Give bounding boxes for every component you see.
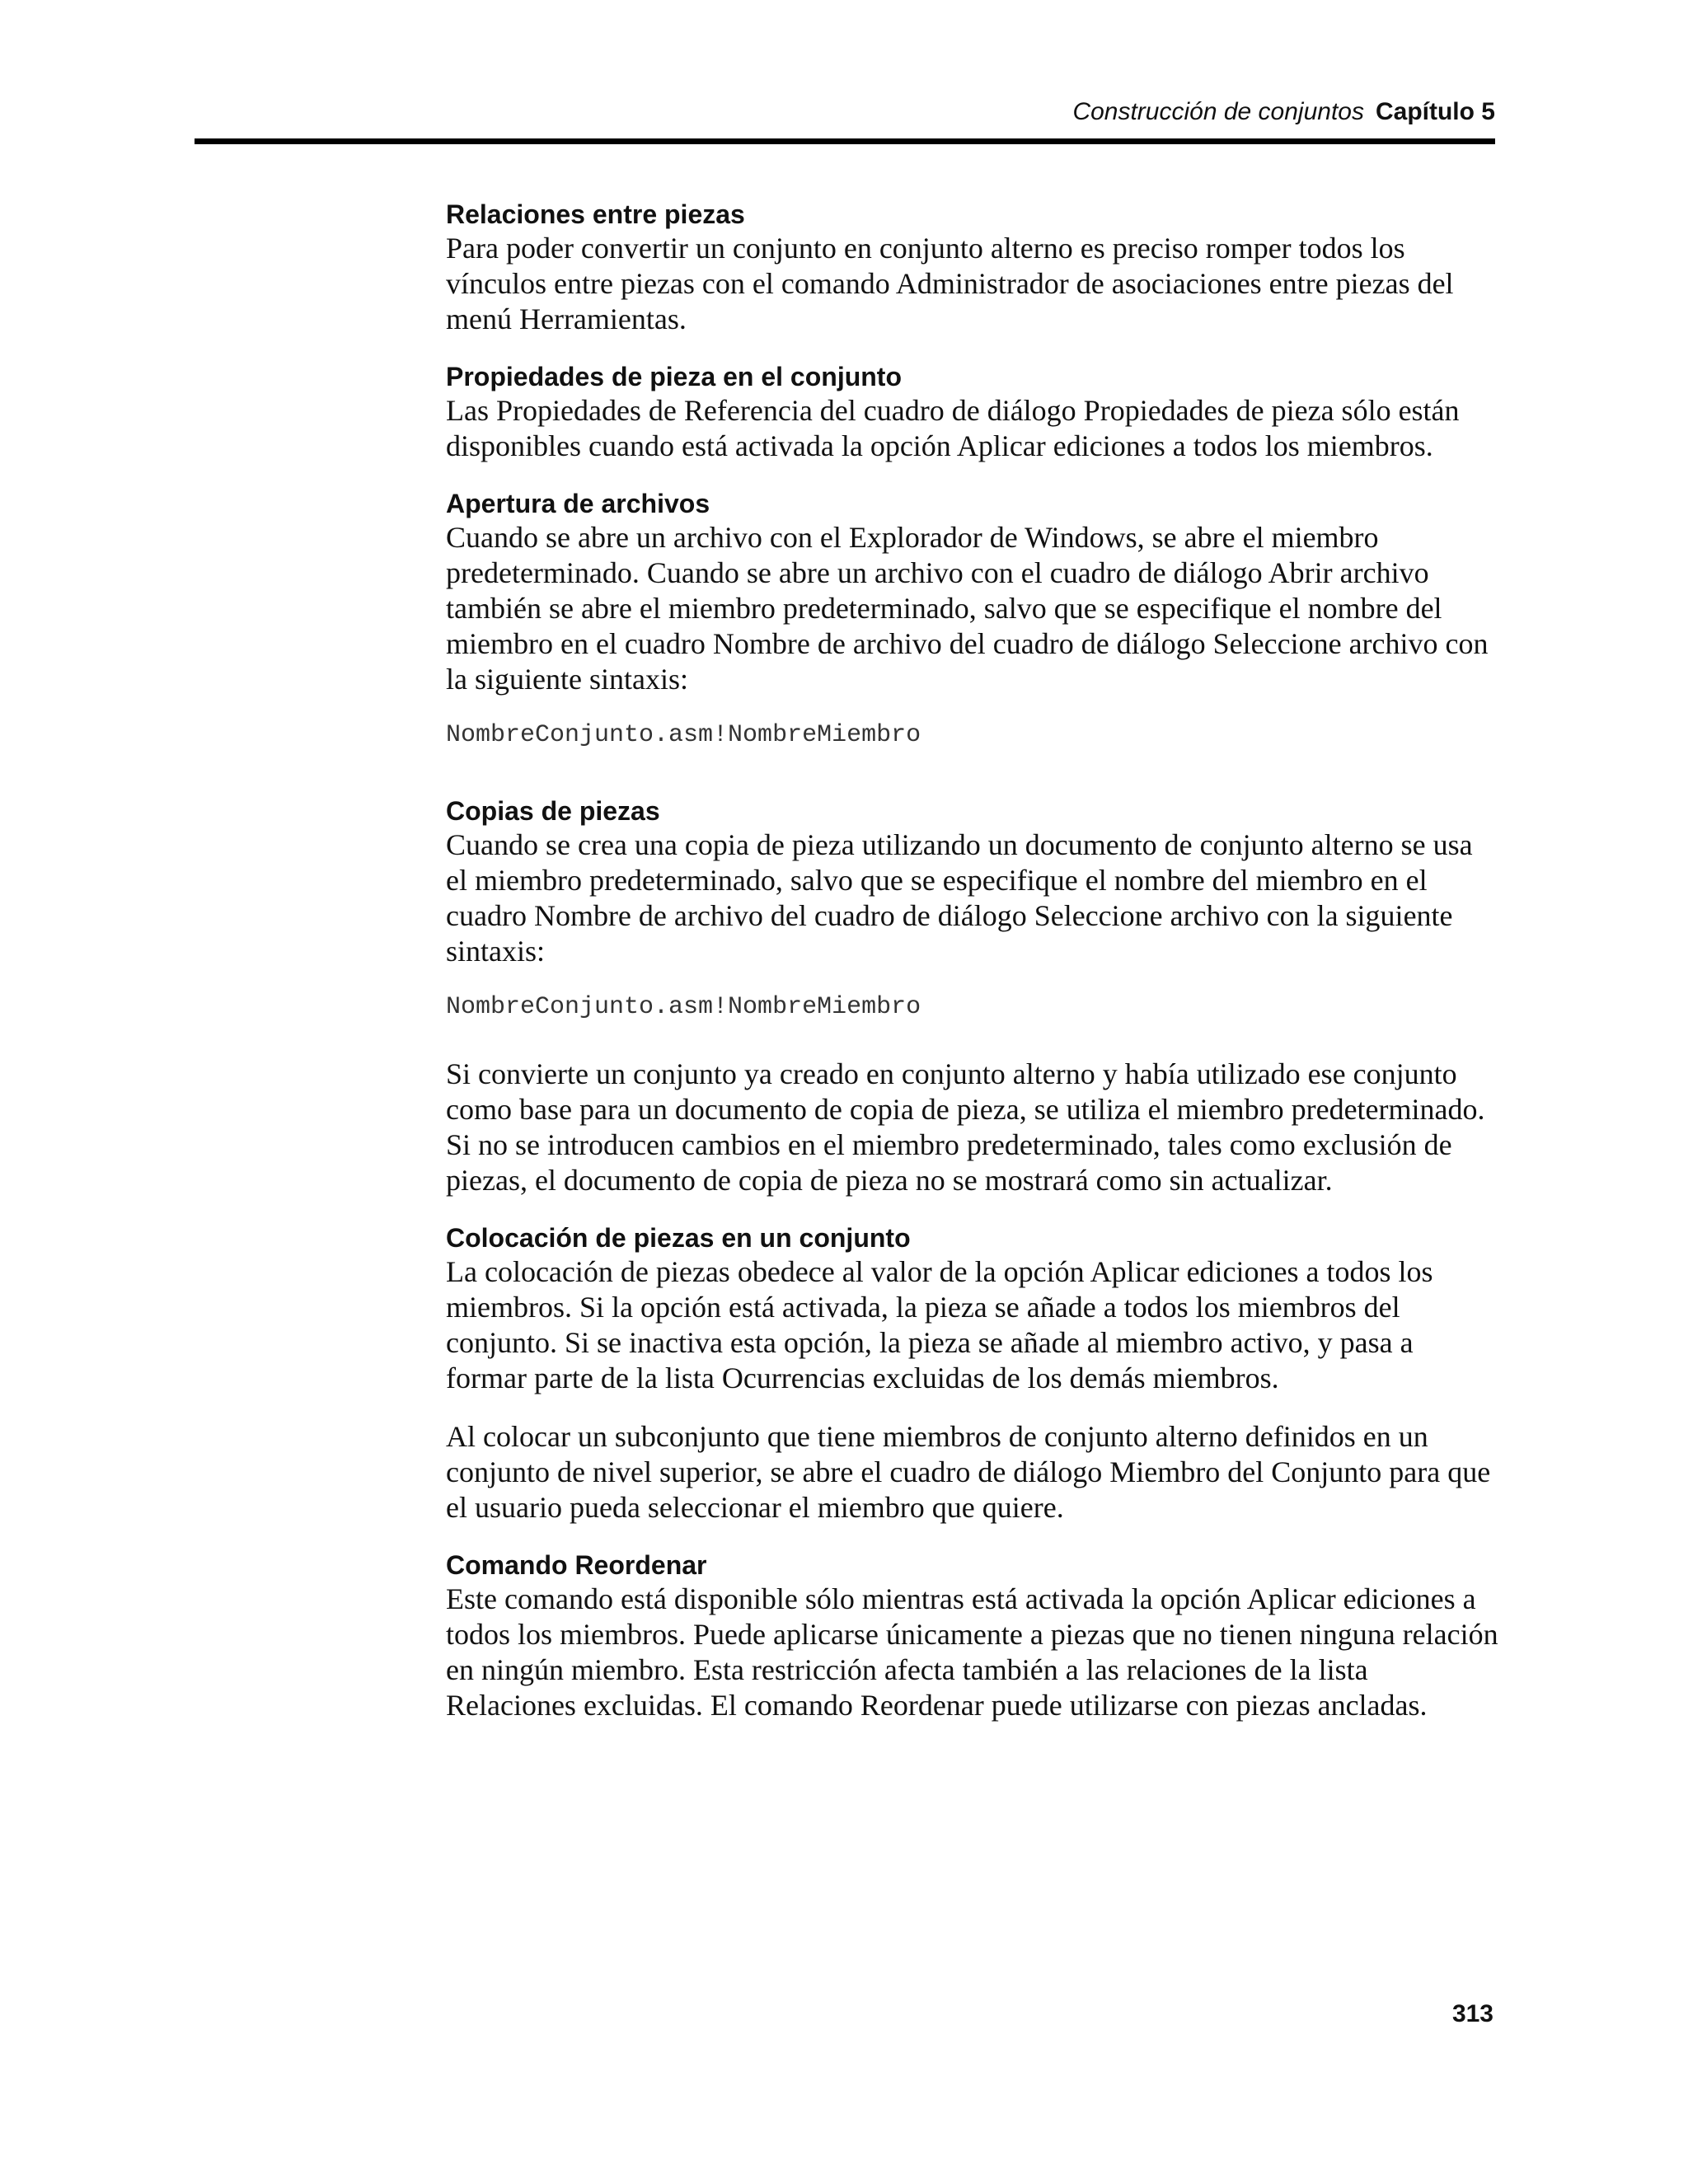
- section-colocacion-de-piezas: [446, 1221, 1501, 1526]
- chapter-number: Capítulo 5: [1375, 98, 1495, 125]
- section-body: Cuando se abre un archivo con el Explorador de Windows, se abre el miembro predeterminado. Cuando se abre un archivo con el cuadro de diálogo Abrir archivo también se abre el miembro predeterminado, salvo que se especifique el nombre del miembro en el cuadro Nombre de archivo del cuadro de diálogo Seleccione archivo con la siguiente sintaxis:: [446, 521, 1489, 696]
- syntax-code: NombreConjunto.asm!NombreMiembro: [446, 993, 921, 1021]
- section-body: Cuando se crea una copia de pieza utilizando un documento de conjunto alterno se usa el miembro predeterminado, salvo que se especifique el nombre del miembro en el cuadro Nombre de archivo del cuadro de diálogo Seleccione archivo con la siguiente sintaxis:: [446, 828, 1473, 968]
- section-body: Este comando está disponible sólo mientras está activada la opción Aplicar ediciones a todos los miembros. Puede aplicarse únicamente a piezas que no tienen ninguna relación en ningún miembro. Esta restricción afecta también a las relaciones de la lista Relaciones excluidas. El comando Reordenar puede utilizarse con piezas ancladas.: [446, 1582, 1498, 1722]
- section-body: Para poder convertir un conjunto en conjunto alterno es preciso romper todos los vínculos entre piezas con el comando Administrador de asociaciones entre piezas del menú Herramientas.: [446, 232, 1454, 335]
- main-content: [446, 198, 1501, 1746]
- section-heading: Apertura de archivos: [446, 489, 710, 518]
- section-relaciones-entre-piezas: [446, 198, 1501, 337]
- section-apertura-de-archivos: [446, 487, 1501, 752]
- section-body: Las Propiedades de Referencia del cuadro de diálogo Propiedades de pieza sólo están disponibles cuando está activada la opción Aplicar ediciones a todos los miembros.: [446, 394, 1460, 462]
- section-heading: Copias de piezas: [446, 796, 660, 826]
- section-copias-de-piezas: [446, 794, 1501, 1198]
- syntax-code: NombreConjunto.asm!NombreMiembro: [446, 721, 921, 749]
- running-header: [195, 97, 1495, 127]
- section-propiedades-de-pieza: [446, 360, 1501, 464]
- page-number: 313: [1451, 2000, 1493, 2027]
- section-heading: Colocación de piezas en un conjunto: [446, 1223, 911, 1253]
- section-body-continued: Si convierte un conjunto ya creado en conjunto alterno y había utilizado ese conjunto como base para un documento de copia de pieza, se utiliza el miembro predeterminado. Si no se introducen cambios en el miembro predeterminado, tales como exclusión de piezas, el documento de copia de pieza no se mostrará como sin actualizar.: [446, 1057, 1485, 1197]
- chapter-title: Construcción de conjuntos: [1072, 98, 1364, 125]
- section-heading: Comando Reordenar: [446, 1550, 707, 1580]
- section-body: La colocación de piezas obedece al valor de la opción Aplicar ediciones a todos los miembros. Si la opción está activada, la pieza se añade a todos los miembros del conjunto. Si se inactiva esta opción, la pieza se añade al miembro activo, y pasa a formar parte de la lista Ocurrencias excluidas de los demás miembros.: [446, 1255, 1433, 1394]
- section-body-continued: Al colocar un subconjunto que tiene miembros de conjunto alterno definidos en un conjunto de nivel superior, se abre el cuadro de diálogo Miembro del Conjunto para que el usuario pueda seleccionar el miembro que quiere.: [446, 1420, 1491, 1524]
- section-comando-reordenar: [446, 1549, 1501, 1723]
- section-heading: Propiedades de pieza en el conjunto: [446, 362, 902, 391]
- section-heading: Relaciones entre piezas: [446, 199, 745, 229]
- header-rule: [195, 138, 1495, 144]
